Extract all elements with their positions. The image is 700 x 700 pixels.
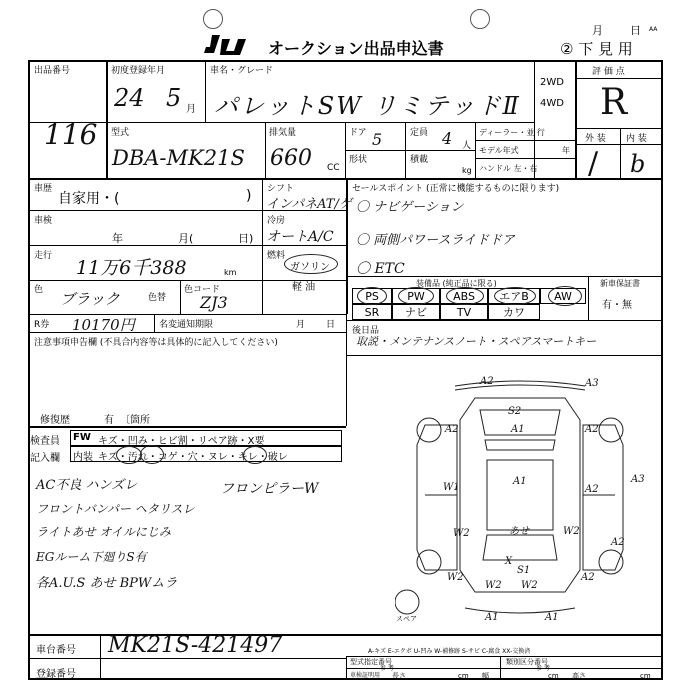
first-registration-label: 初度登録年月 <box>111 66 166 76</box>
punch-hole-right <box>470 9 490 29</box>
cooler-value: オートA/C <box>266 229 334 245</box>
mark-rear-s1: S1 <box>517 565 531 576</box>
punch-hole-left <box>203 9 223 29</box>
displacement-unit: CC <box>327 163 340 173</box>
mark-rear-bumper-a1: A1 <box>485 612 499 623</box>
spec-ref-label: 参 考 <box>380 665 394 672</box>
interior-label: 内 装 <box>626 134 647 144</box>
mark-left-front-a2: A2 <box>445 424 459 435</box>
usage-label: 車歴 <box>34 184 53 194</box>
score-label: 評 価 点 <box>592 67 625 77</box>
mark-left-rear-w2: W2 <box>453 528 470 539</box>
mark-roof-a1: A1 <box>513 476 527 487</box>
fuel-diesel: 軽 油 <box>292 282 316 293</box>
form-title: オークション出品申込書 <box>268 39 444 58</box>
sales-point-1: 〇 ナビゲーション <box>356 200 464 215</box>
first-registration-month-unit: 月 <box>186 104 196 115</box>
model-year-unit: 年 <box>562 146 570 155</box>
lot-number-label: 出品番号 <box>34 66 71 76</box>
copy-type: ② 下 見 用 <box>560 40 633 58</box>
registration-label: 登録番号 <box>36 669 76 680</box>
mileage-value: 11万6千388 <box>76 257 187 279</box>
color-label: 色 <box>34 285 44 295</box>
equipment-abs-circle <box>446 287 484 305</box>
lot-number-value: 116 <box>44 118 98 151</box>
mark-right-rear-door-a2: A2 <box>581 572 595 583</box>
drive-4wd: 4WD <box>540 98 564 109</box>
mark-right-rear-w2: W2 <box>563 526 580 537</box>
interior-row-label: 内装 <box>73 452 93 463</box>
shift-label: シフト <box>267 184 295 194</box>
wet-circle <box>243 446 267 464</box>
height-label: 高さ <box>572 672 586 680</box>
inspector-note-2: フロントバンパー ヘタリスレ <box>36 502 195 516</box>
repair-part: 〔箇所 <box>120 415 150 426</box>
mark-rear-x: X <box>505 556 513 567</box>
equipment-label: 装備品 (純正品に限る) <box>416 279 497 288</box>
capacity-value: 4 <box>442 129 453 148</box>
name-change-month: 月 <box>296 320 306 330</box>
length-label: 長さ <box>392 672 406 680</box>
car-name-label: 車名・グレード <box>210 66 274 76</box>
inspector-note-3: ライトあせ オイルにじみ <box>36 525 171 539</box>
date-month: 月 <box>592 24 603 37</box>
color-change-label: 色替 <box>148 293 167 303</box>
displacement-label: 排気量 <box>269 128 297 138</box>
equipment-sr: SR <box>352 304 392 320</box>
mark-rear-bumper-a1b: A1 <box>545 612 559 623</box>
entry-label: 記入欄 <box>30 453 60 464</box>
mileage-label: 走行 <box>34 251 53 261</box>
mark-front-bumper-a2: A2 <box>480 376 494 387</box>
mark-rear-ase: あせ <box>509 526 529 537</box>
capacity-label: 定員 <box>410 128 429 138</box>
handle-label: ハンドル 左・右 <box>479 164 538 173</box>
reg-cert-label: 車検証明用 <box>350 672 381 679</box>
class-number-label: 類別区分番号 <box>506 658 548 666</box>
load-label: 積載 <box>410 155 429 165</box>
date-aa: AA <box>649 26 658 33</box>
warranty-value: 有・無 <box>602 300 632 311</box>
inspector-note-right: フロンピラーW <box>220 481 319 497</box>
notes-label: 注意事項申告欄 (不具合内容等は具体的に記入してください) <box>34 338 278 348</box>
fuel-gasoline-circle <box>284 254 338 274</box>
car-name-value: パレットSW リミテッドⅡ <box>214 92 521 120</box>
mark-left-rear-door-w2: W2 <box>447 572 464 583</box>
equipment-leather: カワ <box>488 304 540 320</box>
equipment-aw-circle <box>548 286 582 306</box>
inspector-label: 検査員 <box>30 436 60 447</box>
color-code-value: ZJ3 <box>200 293 228 312</box>
spare-label: スペア <box>396 615 417 623</box>
equipment-abs: ABS <box>440 288 488 304</box>
recycle-label: R券 <box>34 320 50 330</box>
mark-right-front-a2: A2 <box>585 424 599 435</box>
color-value: ブラック <box>60 290 120 308</box>
equipment-airbag: エアB <box>488 288 540 304</box>
usage-close: ) <box>246 188 252 204</box>
spec-number-label: 型式指定番号 <box>350 658 392 666</box>
interior-row-items: キズ・汚れ・コゲ・穴・ヌレ・キレ・破レ <box>98 452 288 463</box>
mark-rear-w2-left: W2 <box>485 580 502 591</box>
capacity-unit: 人 <box>462 141 472 151</box>
equipment-tv: TV <box>440 304 488 320</box>
score-value: R <box>600 82 628 123</box>
cooler-label: 冷房 <box>267 216 286 226</box>
mark-hood-a1: A1 <box>511 424 525 435</box>
equipment-navi: ナビ <box>392 304 440 320</box>
drive-2wd: 2WD <box>540 77 564 88</box>
dealer-label: ディーラー・並 行 <box>479 128 545 137</box>
mark-left-door-w1: W1 <box>443 482 460 493</box>
inspector-note-5: 各A.U.S あせ BPWムラ <box>36 576 178 591</box>
chassis-value: MK21S-421497 <box>108 633 283 658</box>
width-unit: cm <box>548 672 559 680</box>
shaken-month: 月( <box>178 232 194 245</box>
exterior-value: / <box>588 146 599 181</box>
mark-right-edge-a3: A3 <box>631 474 645 485</box>
doors-label: ドア <box>349 128 367 138</box>
dent-circle <box>140 445 164 464</box>
model-value: DBA-MK21S <box>112 146 245 170</box>
fuel-label: 燃料 <box>267 251 286 261</box>
doors-value: 5 <box>372 130 383 149</box>
equipment-pw-circle <box>398 287 434 305</box>
equipment-ps: PS <box>352 288 392 304</box>
warranty-label: 新車保証書 <box>600 279 640 288</box>
first-registration-year: 24 <box>114 84 145 112</box>
interior-value: b <box>630 150 646 178</box>
model-label: 型式 <box>111 128 130 138</box>
dirt-circle <box>116 446 142 464</box>
sales-point-2: 〇 両側パワースライドドア <box>356 233 515 248</box>
displacement-value: 660 <box>270 146 312 171</box>
car-damage-diagram <box>395 370 655 630</box>
fw-row-items: キズ・凹み・ヒビ割・リペア跡・X要 <box>98 436 265 447</box>
repair-yes: 有 <box>104 415 114 426</box>
mileage-unit: km <box>224 268 237 277</box>
fuel-gasoline: ガソリン <box>290 262 330 273</box>
equipment-airbag-circle <box>494 287 536 305</box>
repair-label: 修復歴 <box>40 415 70 426</box>
mark-right-door-a2: A2 <box>585 484 599 495</box>
date-day: 日 <box>630 24 641 37</box>
shaken-day: 日) <box>238 232 254 245</box>
damage-legend: A-キズ E-エクボ U-凹み W-補修跡 S-サビ C-腐食 XX-交換済 <box>368 648 531 655</box>
class-ref-label: 参 考 <box>536 665 550 672</box>
load-unit: kg <box>462 166 472 175</box>
mark-hood-s2: S2 <box>508 406 522 417</box>
name-change-label: 名変通知期限 <box>159 320 214 330</box>
fw-label: FW <box>73 432 91 443</box>
exterior-label: 外 装 <box>585 134 606 144</box>
name-change-day: 日 <box>326 320 336 330</box>
shaken-label: 車検 <box>34 216 53 226</box>
mark-front-bumper-a3: A3 <box>585 378 599 389</box>
height-unit: cm <box>640 672 651 680</box>
width-label: 幅 <box>482 672 489 680</box>
mark-rear-w2-right: W2 <box>521 580 538 591</box>
recycle-value: 10170円 <box>72 316 135 334</box>
mark-right-rear-a2: A2 <box>611 537 625 548</box>
equipment-aw: AW <box>540 288 586 304</box>
later-items-label: 後日品 <box>352 326 380 336</box>
model-year-label: モデル年式 <box>479 146 519 155</box>
sales-points-label: セールスポイント (正常に機能するものに限ります) <box>352 184 560 194</box>
usage-value: 自家用・( <box>58 191 120 207</box>
shaken-year: 年 <box>112 232 123 245</box>
shift-value: インパネAT/ゲ <box>266 197 352 212</box>
color-code-label: 色コード <box>184 285 221 295</box>
inspector-note-4: EGルーム下廻りS有 <box>36 550 147 564</box>
shape-label: 形状 <box>349 155 368 165</box>
equipment-pw: PW <box>392 288 440 304</box>
later-items-value: 取説・メンテナンスノート・スペアスマートキー <box>356 335 597 348</box>
inspector-note-1: AC不良 ハンズレ <box>36 478 138 493</box>
equipment-ps-circle <box>357 287 387 305</box>
sales-point-3: 〇 ETC <box>356 261 405 277</box>
chassis-label: 車台番号 <box>36 645 76 656</box>
first-registration-month: 5 <box>166 84 182 112</box>
length-unit: cm <box>458 672 469 680</box>
logo <box>200 33 260 61</box>
